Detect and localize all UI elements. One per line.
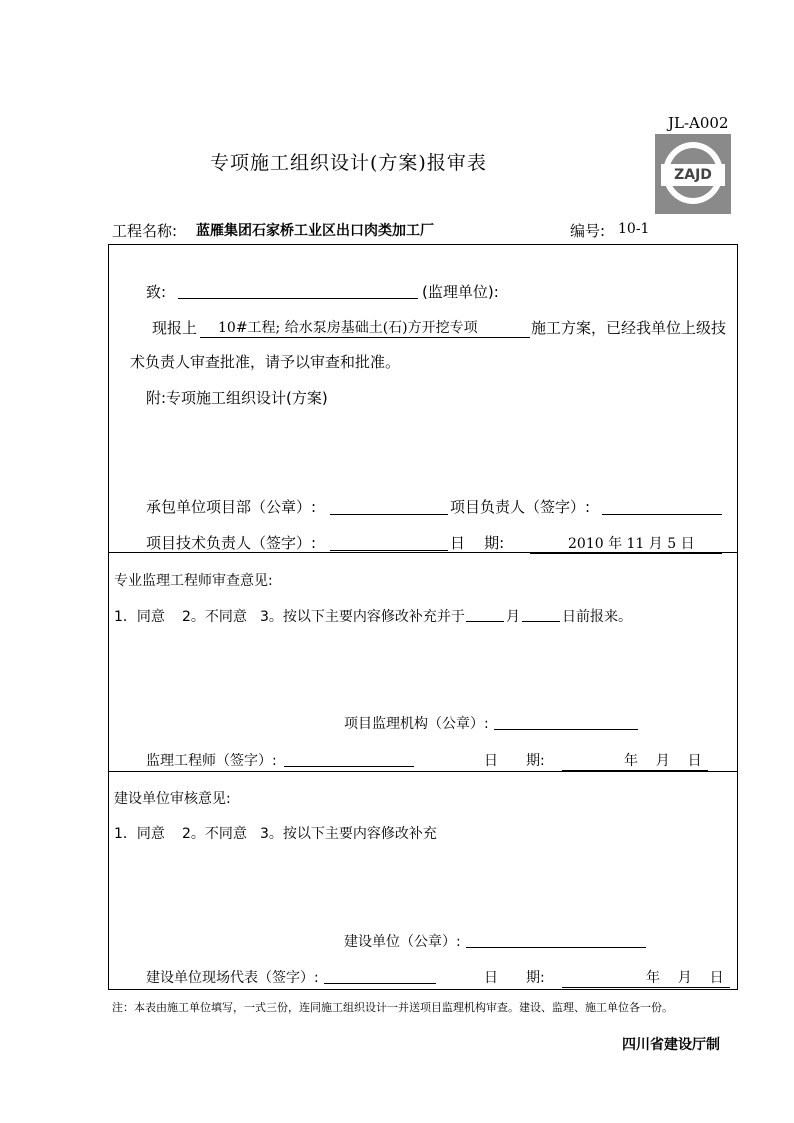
engineer-date-label-b: 期:: [526, 753, 545, 769]
owner-unit-label: 建设单位（公章）:: [344, 934, 461, 950]
contractor-seal-field[interactable]: [330, 498, 448, 515]
month-label: 月: [506, 609, 520, 625]
day-field[interactable]: [522, 606, 560, 622]
owner-option-disagree[interactable]: 2。不同意: [182, 826, 247, 842]
number-label: 编号:: [570, 222, 606, 240]
supervisor-opinion-heading: 专业监理工程师审查意见:: [114, 573, 273, 589]
page-title: 专项施工组织设计(方案)报审表: [210, 152, 487, 174]
owner-rep-label: 建设单位现场代表（签字）:: [146, 970, 319, 986]
supervision-org-label: 项目监理机构（公章）:: [344, 716, 489, 732]
logo-text: ZAJD: [674, 167, 712, 183]
owner-option-agree[interactable]: 1．同意: [114, 826, 165, 842]
engineer-date-label-a: 日: [484, 753, 498, 769]
option-revise[interactable]: 3。按以下主要内容修改补充并于: [260, 609, 465, 625]
owner-opinion-heading: 建设单位审核意见:: [114, 791, 231, 807]
report-item-field[interactable]: 10#工程; 给水泵房基础土(石)方开挖专项: [200, 317, 530, 338]
tech-sign-field[interactable]: [330, 534, 448, 551]
pm-sign-label: 项目负责人（签字）:: [450, 498, 591, 516]
report-suffix: 施工方案，已经我单位上级技: [531, 319, 727, 337]
date-label: 日 期:: [450, 534, 505, 552]
footer-note: 注：本表由施工单位填写，一式三份，连同施工组织设计一并送项目监理机构审查。建设、监理、施工单位各一份。: [112, 1001, 673, 1014]
month-field[interactable]: [466, 606, 504, 622]
engineer-sign-label: 监理工程师（签字）:: [146, 753, 277, 769]
form-code: JL-A002: [668, 114, 729, 132]
project-name-label: 工程名称:: [112, 222, 178, 240]
section-divider-2: [108, 771, 738, 772]
issuer: 四川省建设厅制: [622, 1037, 720, 1053]
report-prefix: 现报上: [152, 319, 198, 337]
report-line2: 术负责人审查批准，请予以审查和批准。: [130, 353, 401, 371]
engineer-date-field[interactable]: 年 月 日: [562, 750, 708, 771]
owner-date-field[interactable]: 年 月 日: [562, 967, 730, 988]
owner-date-label-b: 期:: [526, 970, 545, 986]
zajd-logo: [655, 134, 731, 214]
to-suffix: (监理单位):: [422, 283, 499, 301]
tech-sign-label: 项目技术负责人（签字）:: [146, 534, 317, 552]
number-value: 10-1: [618, 221, 650, 237]
date-field[interactable]: 2010 年 11 月 5 日: [530, 533, 722, 554]
owner-unit-field[interactable]: [466, 932, 646, 948]
owner-rep-field[interactable]: [324, 968, 436, 984]
owner-option-revise[interactable]: 3。按以下主要内容修改补充: [260, 826, 437, 842]
supervisor-unit-field[interactable]: [178, 282, 418, 299]
attachment-label: 附:专项施工组织设计(方案): [146, 389, 328, 407]
pm-sign-field[interactable]: [602, 498, 722, 515]
option-disagree[interactable]: 2。不同意: [182, 609, 247, 625]
contractor-seal-label: 承包单位项目部（公章）:: [146, 498, 317, 516]
supervision-org-field[interactable]: [494, 714, 638, 730]
engineer-sign-field[interactable]: [284, 751, 414, 767]
to-label: 致:: [146, 283, 167, 301]
option-agree[interactable]: 1．同意: [114, 609, 165, 625]
day-label: 日前报来。: [562, 609, 632, 625]
project-name-value: 蓝雁集团石家桥工业区出口肉类加工厂: [196, 223, 434, 239]
owner-date-label-a: 日: [484, 970, 498, 986]
